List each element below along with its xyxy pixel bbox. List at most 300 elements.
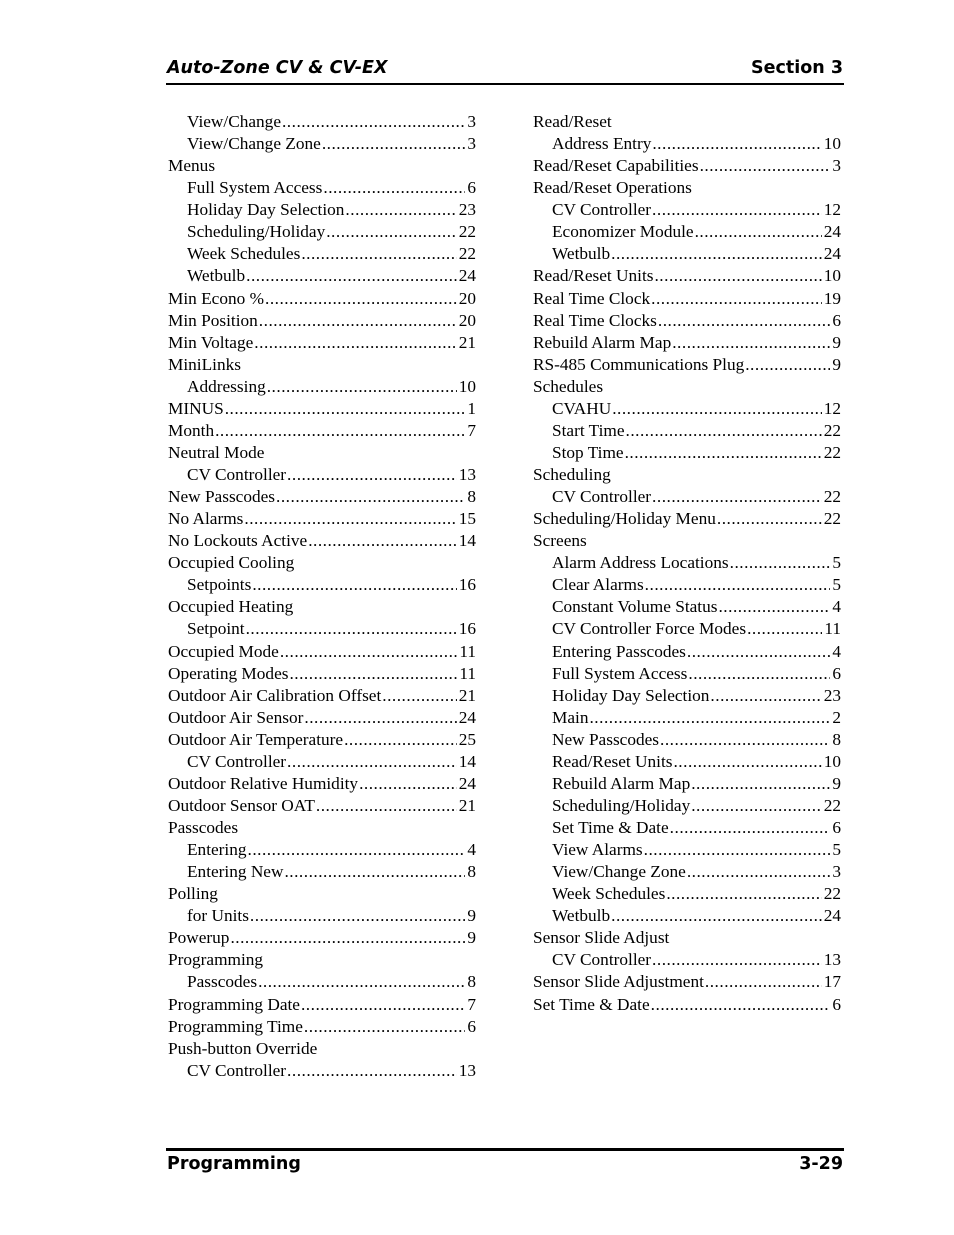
dot-leader [705, 972, 822, 992]
dot-leader [215, 421, 465, 441]
entry-page-number: 10 [823, 266, 841, 286]
index-entry [533, 774, 841, 796]
index-entry [533, 686, 841, 708]
entry-page-number: 22 [823, 442, 841, 462]
dot-leader [747, 619, 822, 639]
entry-page-number: 5 [832, 840, 841, 860]
index-entry [168, 619, 476, 641]
entry-page-number: 4 [832, 597, 841, 617]
index-entry [533, 134, 841, 156]
index-entry [168, 421, 476, 443]
entry-label: Push-button Override [168, 1038, 318, 1058]
dot-leader [611, 906, 822, 926]
entry-page-number: 24 [823, 906, 841, 926]
dot-leader [691, 774, 830, 794]
dot-leader [323, 178, 465, 198]
index-entry [168, 311, 476, 333]
entry-page-number: 6 [832, 310, 841, 330]
index-entry [168, 575, 476, 597]
entry-page-number: 7 [467, 420, 476, 440]
index-entry [533, 664, 841, 686]
dot-leader [284, 862, 465, 882]
dot-leader [612, 399, 822, 419]
entry-label: Main [552, 707, 589, 727]
dot-leader [625, 443, 822, 463]
entry-label: Read/Reset Units [533, 266, 654, 286]
entry-page-number: 22 [823, 487, 841, 507]
entry-page-number: 20 [458, 310, 476, 330]
index-entry [533, 266, 841, 288]
index-entry [168, 134, 476, 156]
index-entry [533, 222, 841, 244]
entry-page-number: 6 [467, 1016, 476, 1036]
entry-label: Outdoor Air Sensor [168, 707, 304, 727]
entry-label: Occupied Heating [168, 597, 294, 617]
entry-page-number: 8 [467, 487, 476, 507]
dot-leader [301, 244, 456, 264]
index-entry [168, 972, 476, 994]
index-entry [533, 619, 841, 641]
entry-label: Outdoor Air Calibration Offset [168, 685, 382, 705]
entry-page-number: 12 [823, 200, 841, 220]
entry-label: Powerup [168, 928, 230, 948]
footer-rule [166, 1148, 844, 1151]
dot-leader [359, 774, 457, 794]
header-rule [166, 83, 844, 85]
entry-label: Start Time [552, 420, 625, 440]
dot-leader [652, 487, 822, 507]
entry-label: Schedules [533, 376, 604, 396]
dot-leader [254, 333, 456, 353]
entry-label: Polling [168, 884, 218, 904]
entry-label: MiniLinks [168, 354, 241, 374]
entry-page-number: 5 [832, 575, 841, 595]
page-footer [167, 1154, 843, 1174]
entry-page-number: 6 [467, 178, 476, 198]
entry-page-number: 24 [458, 773, 476, 793]
dot-leader [717, 509, 822, 529]
dot-leader [250, 906, 465, 926]
entry-page-number: 13 [458, 465, 476, 484]
entry-page-number: 10 [458, 376, 476, 396]
index-entry [168, 266, 476, 288]
dot-leader [259, 311, 457, 331]
entry-label: Sensor Slide Adjust [533, 928, 670, 948]
entry-page-number: 10 [823, 751, 841, 771]
dot-leader [244, 509, 456, 529]
index-column-left [168, 112, 476, 1083]
entry-label: Occupied Mode [168, 641, 279, 661]
dot-leader [718, 597, 830, 617]
entry-page-number: 21 [458, 332, 476, 352]
dot-leader [670, 818, 831, 838]
dot-leader [289, 664, 457, 684]
entry-page-number: 7 [467, 994, 476, 1014]
index-heading [168, 355, 476, 377]
entry-label: Min Position [168, 310, 258, 330]
entry-label: Outdoor Sensor OAT [168, 795, 315, 815]
entry-page-number: 24 [458, 266, 476, 286]
index-entry [533, 884, 841, 906]
entry-label: Holiday Day Selection [187, 200, 345, 220]
index-entry [168, 995, 476, 1017]
entry-page-number: 22 [823, 795, 841, 815]
entry-label: Programming Time [168, 1016, 303, 1036]
index-heading [168, 443, 476, 465]
entry-page-number: 4 [832, 641, 841, 661]
dot-leader [626, 421, 822, 441]
entry-page-number: 9 [467, 906, 476, 926]
index-entry [168, 531, 476, 553]
index-entry [533, 311, 841, 333]
entry-page-number: 5 [832, 553, 841, 573]
dot-leader [326, 222, 456, 242]
entry-label: Clear Alarms [552, 575, 644, 595]
dot-leader [687, 862, 831, 882]
index-entry [533, 487, 841, 509]
index-entry [168, 862, 476, 884]
dot-leader [672, 333, 830, 353]
index-entry [533, 553, 841, 575]
entry-label: Set Time & Date [533, 994, 650, 1014]
entry-page-number: 3 [467, 112, 476, 131]
dot-leader [252, 575, 456, 595]
entry-label: Scheduling/Holiday [187, 222, 326, 242]
dot-leader [688, 664, 830, 684]
entry-page-number: 14 [458, 751, 476, 771]
entry-label: MINUS [168, 398, 224, 418]
entry-label: Economizer Module [552, 222, 694, 242]
entry-page-number: 3 [467, 134, 476, 154]
index-column-right [533, 112, 841, 1017]
dot-leader [308, 531, 457, 551]
entry-label: Real Time Clock [533, 288, 651, 308]
dot-leader [304, 1017, 465, 1037]
dot-leader [589, 708, 830, 728]
index-entry [168, 377, 476, 399]
entry-label: CV Controller [552, 200, 652, 220]
index-entry [533, 156, 841, 178]
index-heading [533, 377, 841, 399]
entry-label: Read/Reset Capabilities [533, 156, 699, 176]
document-title: Auto-Zone CV & CV-EX [167, 58, 388, 78]
dot-leader [225, 399, 466, 419]
entry-label: Rebuild Alarm Map [552, 773, 691, 793]
entry-page-number: 16 [458, 619, 476, 639]
dot-leader [276, 487, 465, 507]
index-entry [533, 995, 841, 1017]
entry-page-number: 11 [824, 619, 841, 639]
index-entry [533, 244, 841, 266]
entry-label: Full System Access [187, 178, 323, 198]
dot-leader [345, 200, 456, 220]
dot-leader [344, 730, 457, 750]
entry-label: Wetbulb [187, 266, 246, 286]
entry-label: Wetbulb [552, 244, 611, 264]
entry-label: Setpoint [187, 619, 245, 639]
entry-label: Address Entry [552, 134, 652, 154]
index-entry [533, 840, 841, 862]
entry-label: Programming [168, 950, 264, 970]
index-entry [533, 443, 841, 465]
entry-page-number: 24 [458, 707, 476, 727]
entry-label: Scheduling/Holiday Menu [533, 509, 716, 529]
dot-leader [304, 708, 456, 728]
dot-leader [651, 289, 822, 309]
entry-page-number: 11 [459, 641, 476, 661]
entry-page-number: 9 [467, 928, 476, 948]
index-heading [168, 884, 476, 906]
entry-label: Sensor Slide Adjustment [533, 972, 704, 992]
dot-leader [322, 134, 466, 154]
dot-leader [660, 730, 830, 750]
dot-leader [287, 465, 457, 485]
dot-leader [246, 619, 457, 639]
index-entry [168, 200, 476, 222]
entry-label: for Units [187, 906, 249, 926]
index-heading [533, 178, 841, 200]
dot-leader [730, 553, 831, 573]
entry-label: New Passcodes [168, 487, 276, 507]
entry-label: Outdoor Relative Humidity [168, 773, 359, 793]
index-entry [533, 796, 841, 818]
entry-page-number: 23 [823, 685, 841, 705]
dot-leader [651, 995, 831, 1015]
index-entry [168, 465, 476, 487]
entry-label: Operating Modes [168, 663, 289, 683]
entry-label: Addressing [187, 376, 266, 396]
index-entry [533, 730, 841, 752]
entry-label: Week Schedules [552, 884, 666, 904]
index-entry [533, 950, 841, 972]
entry-page-number: 21 [458, 685, 476, 705]
dot-leader [282, 112, 465, 132]
dot-leader [287, 1061, 457, 1081]
entry-label: Neutral Mode [168, 442, 265, 462]
entry-label: CV Controller Force Modes [552, 619, 747, 639]
index-entry [533, 708, 841, 730]
index-entry [533, 752, 841, 774]
index-entry [168, 796, 476, 818]
entry-label: New Passcodes [552, 729, 660, 749]
index-heading [168, 597, 476, 619]
dot-leader [654, 266, 821, 286]
index-entry [168, 509, 476, 531]
index-entry [533, 509, 841, 531]
index-entry [168, 752, 476, 774]
entry-page-number: 8 [832, 729, 841, 749]
dot-leader [710, 686, 821, 706]
index-heading [533, 531, 841, 553]
entry-page-number: 13 [458, 1060, 476, 1080]
page-header [167, 58, 843, 78]
index-entry [533, 862, 841, 884]
dot-leader [666, 884, 821, 904]
entry-page-number: 9 [832, 332, 841, 352]
index-entry [533, 289, 841, 311]
entry-page-number: 22 [823, 884, 841, 904]
entry-page-number: 6 [832, 994, 841, 1014]
index-heading [533, 112, 841, 134]
entry-label: CV Controller [552, 950, 652, 970]
entry-page-number: 10 [823, 134, 841, 154]
dot-leader [246, 266, 457, 286]
entry-label: Set Time & Date [552, 818, 669, 837]
index-entry [168, 222, 476, 244]
index-entry [533, 399, 841, 421]
entry-label: Scheduling [533, 465, 611, 484]
entry-label: Entering New [187, 862, 284, 882]
entry-label: Menus [168, 156, 216, 176]
page-number: 3-29 [799, 1154, 843, 1174]
dot-leader [644, 840, 831, 860]
index-entry [168, 399, 476, 421]
entry-label: CVAHU [552, 398, 612, 418]
entry-label: No Alarms [168, 509, 244, 529]
dot-leader [700, 156, 831, 176]
index-entry [533, 972, 841, 994]
dot-leader [673, 752, 821, 772]
index-heading [533, 465, 841, 487]
entry-page-number: 3 [832, 156, 841, 176]
entry-page-number: 19 [823, 288, 841, 308]
dot-leader [652, 950, 822, 970]
entry-label: Entering Passcodes [552, 641, 686, 661]
entry-label: Screens [533, 531, 587, 551]
index-entry [533, 906, 841, 928]
index-entry [168, 928, 476, 950]
dot-leader [658, 311, 830, 331]
dot-leader [248, 840, 466, 860]
dot-leader [652, 200, 822, 220]
index-heading [533, 928, 841, 950]
entry-label: View Alarms [552, 840, 643, 860]
index-entry [168, 642, 476, 664]
index-entry [168, 333, 476, 355]
dot-leader [287, 752, 457, 772]
dot-leader [645, 575, 831, 595]
entry-page-number: 6 [832, 818, 841, 837]
entry-page-number: 3 [832, 862, 841, 882]
entry-label: Read/Reset [533, 112, 612, 131]
index-entry [168, 840, 476, 862]
entry-page-number: 22 [823, 420, 841, 440]
entry-label: CV Controller [187, 465, 287, 484]
entry-page-number: 8 [467, 972, 476, 992]
dot-leader [691, 796, 821, 816]
entry-page-number: 2 [832, 707, 841, 727]
index-entry [533, 355, 841, 377]
index-entry [168, 1017, 476, 1039]
entry-label: Rebuild Alarm Map [533, 332, 672, 352]
entry-label: CV Controller [187, 1060, 287, 1080]
entry-page-number: 11 [459, 663, 476, 683]
entry-label: View/Change Zone [187, 134, 321, 154]
dot-leader [265, 289, 457, 309]
index-entry [168, 686, 476, 708]
entry-page-number: 22 [823, 509, 841, 529]
index-entry [168, 708, 476, 730]
index-entry [168, 1061, 476, 1083]
dot-leader [687, 642, 830, 662]
dot-leader [695, 222, 822, 242]
entry-label: Real Time Clocks [533, 310, 657, 330]
entry-label: CV Controller [552, 487, 652, 507]
entry-page-number: 25 [458, 729, 476, 749]
index-entry [533, 200, 841, 222]
index-entry [168, 664, 476, 686]
index-heading [168, 1039, 476, 1061]
entry-label: Stop Time [552, 442, 624, 462]
entry-label: Programming Date [168, 994, 300, 1014]
entry-page-number: 21 [458, 795, 476, 815]
index-entry [533, 818, 841, 840]
entry-label: Read/Reset Operations [533, 178, 692, 198]
index-entry [533, 597, 841, 619]
entry-page-number: 24 [823, 244, 841, 264]
entry-label: Occupied Cooling [168, 553, 295, 573]
index-entry [168, 112, 476, 134]
index-entry [168, 178, 476, 200]
index-entry [533, 642, 841, 664]
section-label: Section 3 [751, 58, 843, 78]
index-heading [168, 818, 476, 840]
index-heading [168, 950, 476, 972]
entry-page-number: 23 [458, 200, 476, 220]
entry-label: Setpoints [187, 575, 252, 595]
entry-page-number: 1 [467, 398, 476, 418]
entry-label: Constant Volume Status [552, 597, 718, 617]
dot-leader [316, 796, 457, 816]
index-entry [533, 575, 841, 597]
index-entry [168, 906, 476, 928]
dot-leader [652, 134, 821, 154]
index-entry [168, 730, 476, 752]
entry-label: Passcodes [187, 972, 258, 992]
dot-leader [230, 928, 465, 948]
index-heading [168, 156, 476, 178]
entry-label: Read/Reset Units [552, 751, 673, 771]
index-entry [533, 421, 841, 443]
entry-label: No Lockouts Active [168, 531, 308, 551]
entry-label: Min Voltage [168, 332, 254, 352]
entry-page-number: 15 [458, 509, 476, 529]
entry-label: Week Schedules [187, 244, 301, 264]
entry-page-number: 4 [467, 840, 476, 860]
entry-label: Wetbulb [552, 906, 611, 926]
dot-leader [301, 995, 465, 1015]
entry-page-number: 9 [832, 354, 841, 374]
index-entry [168, 289, 476, 311]
entry-page-number: 13 [823, 950, 841, 970]
dot-leader [258, 972, 465, 992]
entry-page-number: 6 [832, 663, 841, 683]
index-entry [168, 487, 476, 509]
entry-label: View/Change [187, 112, 281, 131]
entry-page-number: 8 [467, 862, 476, 882]
entry-page-number: 14 [458, 531, 476, 551]
index-entry [168, 244, 476, 266]
index-entry [533, 333, 841, 355]
entry-page-number: 17 [823, 972, 841, 992]
entry-page-number: 12 [823, 398, 841, 418]
entry-label: Outdoor Air Temperature [168, 729, 344, 749]
entry-page-number: 9 [832, 773, 841, 793]
entry-label: Month [168, 420, 215, 440]
entry-label: Full System Access [552, 663, 688, 683]
dot-leader [280, 642, 458, 662]
entry-label: Alarm Address Locations [552, 553, 729, 573]
